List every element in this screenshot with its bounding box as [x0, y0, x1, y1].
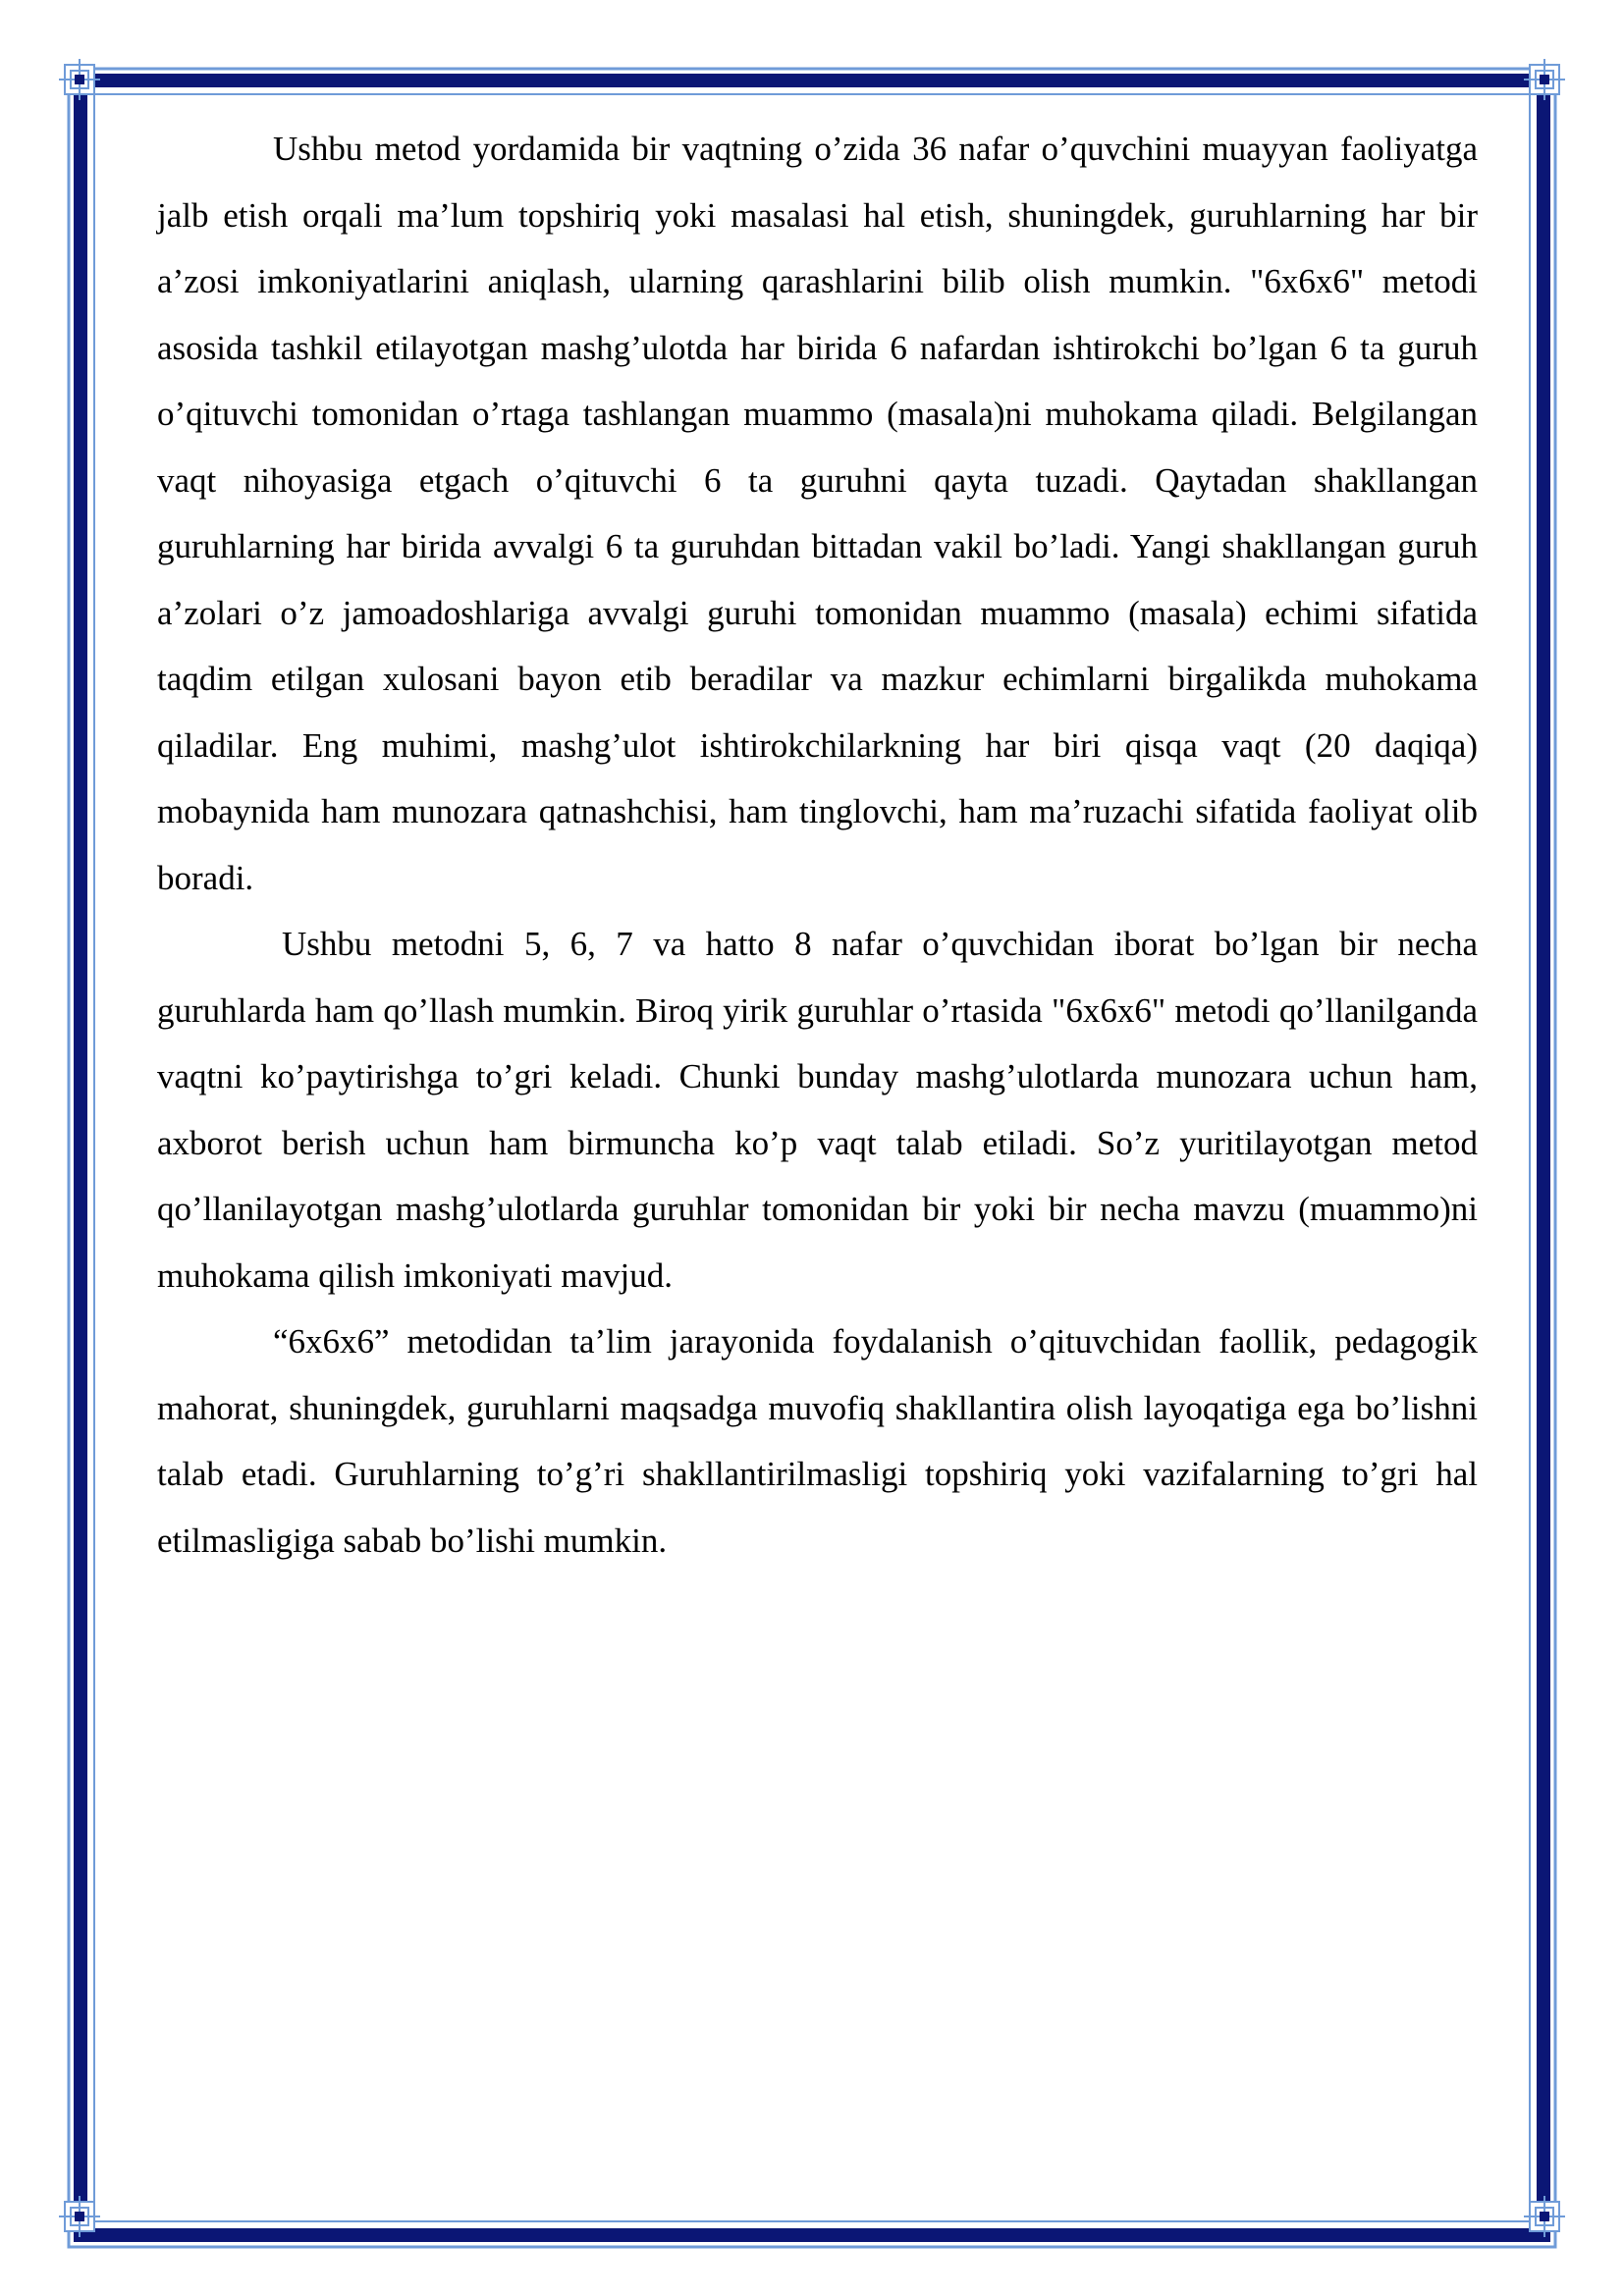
document-body [157, 116, 1478, 1574]
corner-ornament-top-right [1524, 59, 1565, 100]
corner-ornament-bottom-right [1524, 2196, 1565, 2237]
corner-ornament-top-left [59, 59, 100, 100]
paragraph-3: “6x6x6” metodidan ta’lim jarayonida foydalanish o’qituvchidan faollik, pedagogik mahorat, shuningdek, guruhlarni maqsadga muvofiq shakllantira olish layoqatiga ega bo’lishni talab etadi. Guruhlarning to’g’ri shakllantirilmasligi topshiriq yoki vazifalarning to’gri hal etilmasligiga sabab bo’lishi mumkin. [157, 1322, 1478, 1560]
paragraph-2: Ushbu metodni 5, 6, 7 va hatto 8 nafar o’quvchidan iborat bo’lgan bir necha guruhlarda ham qo’llash mumkin. Biroq yirik guruhlar o’rtasida "6x6x6" metodi qo’llanilganda vaqtni ko’paytirishga to’gri keladi. Chunki bunday mashg’ulotlarda munozara uchun ham, axborot berish uchun ham birmuncha ko’p vaqt talab etiladi. So’z yuritilayotgan metod qo’llanilayotgan mashg’ulotlarda guruhlar tomonidan bir yoki bir necha mavzu (muammo)ni muhokama qilish imkoniyati mavjud. [157, 925, 1478, 1295]
corner-ornament-bottom-left [59, 2196, 100, 2237]
paragraph-1: Ushbu metod yordamida bir vaqtning o’zida 36 nafar o’quvchini muayyan faoliyatga jalb etish orqali ma’lum topshiriq yoki masalasi hal etish, shuningdek, guruhlarning har bir a’zosi imkoniyatlarini aniqlash, ularning qarashlarini bilib olish mumkin. "6x6x6" metodi asosida tashkil etilayotgan mashg’ulotda har birida 6 nafardan ishtirokchi bo’lgan 6 ta guruh o’qituvchi tomonidan o’rtaga tashlangan muammo (masala)ni muhokama qiladi. Belgilangan vaqt nihoyasiga etgach o’qituvchi 6 ta guruhni qayta tuzadi. Qaytadan shakllangan guruhlarning har birida avvalgi 6 ta guruhdan bittadan vakil bo’ladi. Yangi shakllangan guruh a’zolari o’z jamoadoshlariga avvalgi guruhi tomonidan muammo (masala) echimi sifatida taqdim etilgan xulosani bayon etib beradilar va mazkur echimlarni birgalikda muhokama qiladilar. Eng muhimi, mashg’ulot ishtirokchilarkning har biri qisqa vaqt (20 daqiqa) mobaynida ham munozara qatnashchisi, ham tinglovchi, ham ma’ruzachi sifatida faoliyat olib boradi. [157, 130, 1478, 897]
